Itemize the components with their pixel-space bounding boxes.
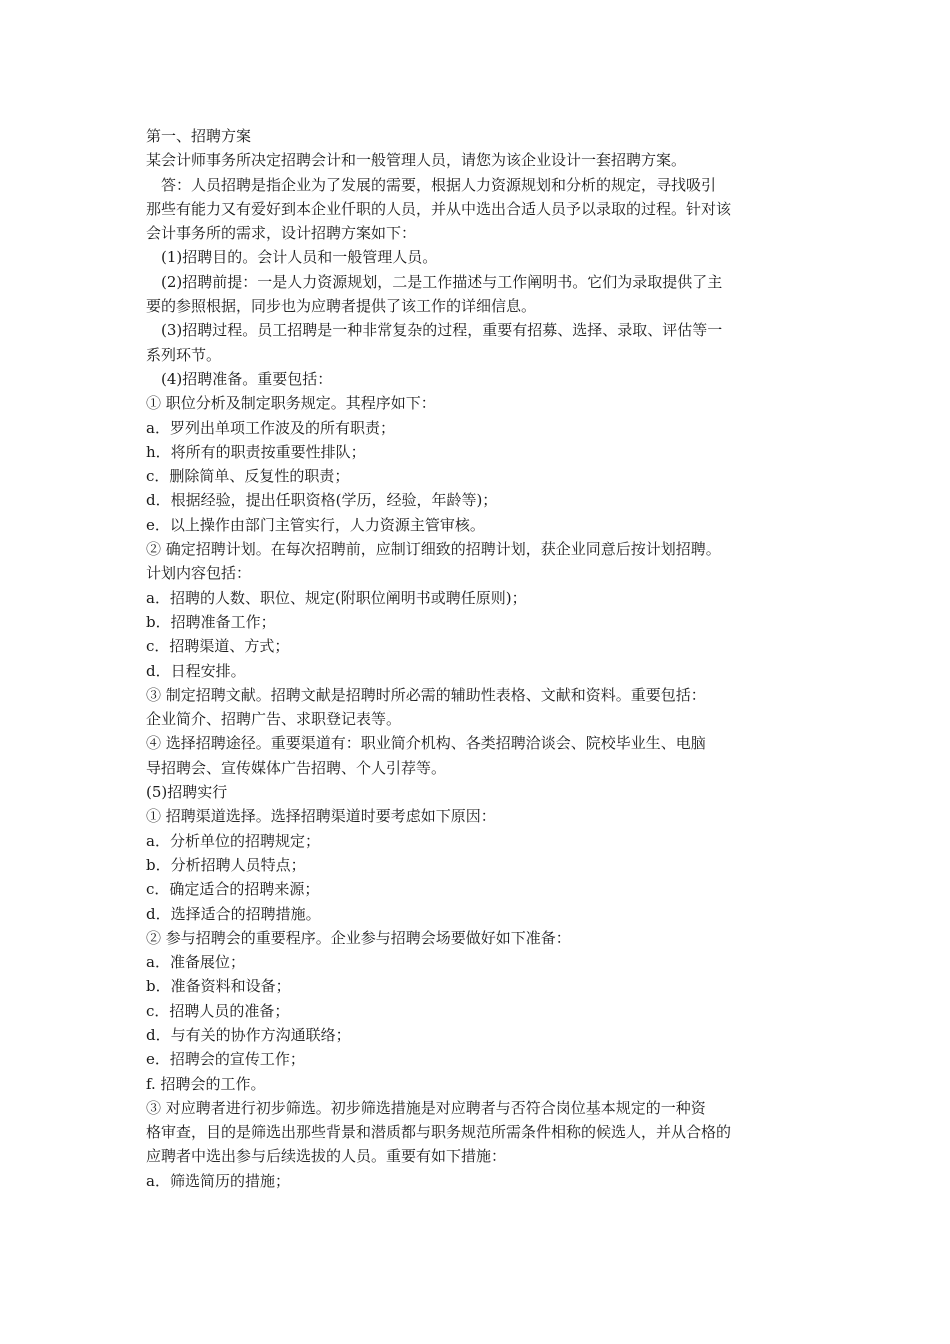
section-2-premise: (2)招聘前提：一是人力资源规划，二是工作描述与工作阐明书。它们为录取提供了主	[146, 272, 723, 291]
list-item: f. 招聘会的工作。	[146, 1074, 266, 1093]
subsection-2-recruitment-plan-cont: 计划内容包括：	[146, 564, 252, 583]
list-item: c．招聘渠道、方式；	[146, 637, 290, 656]
list-item: d．根据经验，提出任职资格(学历，经验，年龄等)；	[146, 491, 498, 510]
document-heading: 第一、招聘方案	[146, 127, 252, 145]
list-item: d．选择适合的招聘措施。	[146, 904, 321, 923]
list-item: h．将所有的职责按重要性排队；	[146, 442, 366, 461]
question-text: 某会计师事务所决定招聘会计和一般管理人员，请您为该企业设计一套招聘方案。	[146, 151, 687, 170]
list-item: a．筛选简历的措施；	[146, 1171, 290, 1190]
list-item: e．招聘会的宣传工作；	[146, 1050, 305, 1069]
list-item: a．招聘的人数、职位、规定(附职位阐明书或聘任原则)；	[146, 588, 527, 607]
subsection-3-screening-cont: 应聘者中选出参与后续选拔的人员。重要有如下措施：	[146, 1147, 507, 1166]
list-item: b．准备资料和设备；	[146, 977, 291, 996]
subsection-4-channels-cont: 导招聘会、宣传媒体广告招聘、个人引荐等。	[146, 758, 447, 777]
section-5-implementation: (5)招聘实行	[146, 783, 228, 802]
subsection-3-documents-cont: 企业简介、招聘广告、求职登记表等。	[146, 710, 402, 729]
section-1-purpose: (1)招聘目的。会计人员和一般管理人员。	[146, 248, 438, 267]
answer-paragraph-line: 答：人员招聘是指企业为了发展的需要，根据人力资源规划和分析的规定，寻找吸引	[146, 175, 717, 194]
list-item: a．分析单位的招聘规定；	[146, 831, 320, 850]
list-item: a．准备展位；	[146, 953, 245, 972]
list-item: d．日程安排。	[146, 661, 246, 680]
answer-paragraph-line: 那些有能力又有爱好到本企业仟职的人员，并从中选出合适人员予以录取的过程。针对该	[146, 199, 732, 218]
list-item: e．以上操作由部门主管实行，人力资源主管审核。	[146, 515, 485, 534]
subsection-2-recruitment-plan: ② 确定招聘计划。在每次招聘前，应制订细致的招聘计划，获企业同意后按计划招聘。	[146, 540, 721, 559]
answer-paragraph-line: 会计事务所的需求，设计招聘方案如下：	[146, 224, 417, 243]
list-item: b．分析招聘人员特点；	[146, 855, 306, 874]
list-item: c．删除简单、反复性的职责；	[146, 467, 350, 486]
list-item: c．确定适合的招聘来源；	[146, 880, 320, 899]
section-2-premise-cont: 要的参照根据，同步也为应聘者提供了该工作的详细信息。	[146, 297, 537, 316]
subsection-3-documents: ③ 制定招聘文献。招聘文献是招聘时所必需的辅助性表格、文献和资料。重要包括：	[146, 685, 706, 704]
list-item: b．招聘准备工作；	[146, 612, 276, 631]
document-page	[146, 124, 816, 1193]
subsection-3-screening: ③ 对应聘者进行初步筛选。初步筛选措施是对应聘者与否符合岗位基本规定的一种资	[146, 1098, 706, 1117]
list-item: c．招聘人员的准备；	[146, 1001, 290, 1020]
section-3-process: (3)招聘过程。员工招聘是一种非常复杂的过程，重要有招募、选择、录取、评估等一	[146, 321, 723, 340]
subsection-3-screening-cont: 格审查，目的是筛选出那些背景和潜质都与职务规范所需条件相称的候选人，并从合格的	[146, 1123, 732, 1142]
subsection-1-channel-selection: ① 招聘渠道选择。选择招聘渠道时要考虑如下原因：	[146, 807, 496, 826]
list-item: a．罗列出单项工作波及的所有职责；	[146, 418, 395, 437]
list-item: d．与有关的协作方沟通联络；	[146, 1025, 351, 1044]
subsection-2-job-fair: ② 参与招聘会的重要程序。企业参与招聘会场要做好如下准备：	[146, 928, 571, 947]
section-4-preparation: (4)招聘准备。重要包括：	[146, 369, 333, 388]
subsection-1-job-analysis: ① 职位分析及制定职务规定。其程序如下：	[146, 394, 436, 413]
subsection-4-channels: ④ 选择招聘途径。重要渠道有：职业简介机构、各类招聘洽谈会、院校毕业生、电脑	[146, 734, 706, 753]
section-3-process-cont: 系列环节。	[146, 345, 222, 364]
